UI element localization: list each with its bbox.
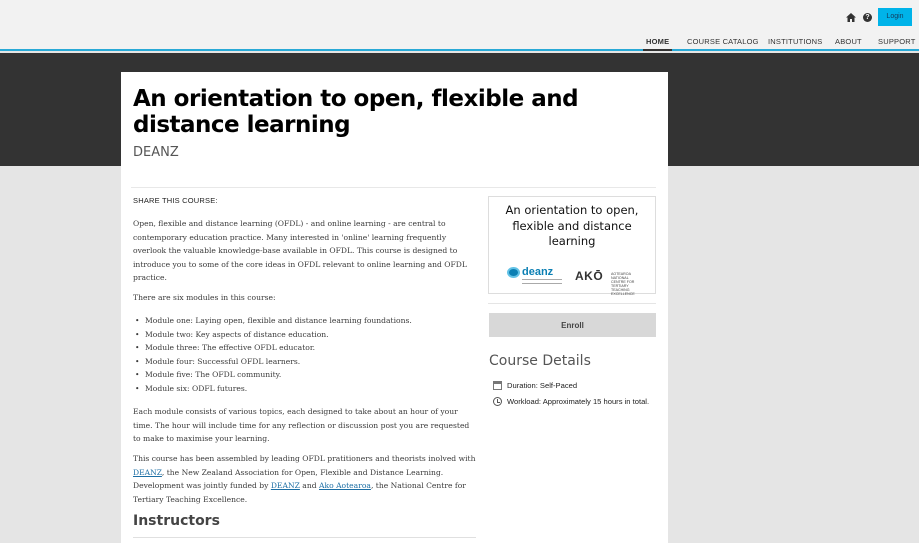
module-item: • Module four: Successful OFDL learners. xyxy=(145,357,300,366)
enroll-button[interactable]: Enroll xyxy=(489,313,656,337)
module-description: Each module consists of various topics, each designed to take about an hour of your time. The hour will include time for any reflection or discussion post you are requested to make to maximise your learning. xyxy=(133,407,470,444)
module-item: • Module two: Key aspects of distance education. xyxy=(145,330,329,339)
nav-home[interactable]: HOME xyxy=(646,37,670,46)
instructors-heading: Instructors xyxy=(133,513,220,529)
help-icon[interactable]: ? xyxy=(863,13,872,22)
nav-course-catalog[interactable]: COURSE CATALOG xyxy=(687,37,759,46)
login-button[interactable]: Login xyxy=(878,8,912,26)
deanz-logo: deanz xyxy=(507,267,565,285)
nav-about[interactable]: ABOUT xyxy=(835,37,862,46)
calendar-icon xyxy=(493,381,502,390)
ako-aotearoa-link[interactable]: Ako Aotearoa xyxy=(319,481,371,491)
nav-support[interactable]: SUPPORT xyxy=(878,37,916,46)
divider xyxy=(131,187,656,188)
share-label: SHARE THIS COURSE: xyxy=(133,196,218,205)
deanz-link[interactable]: DEANZ xyxy=(133,467,162,477)
course-details-heading: Course Details xyxy=(489,353,591,369)
course-title: An orientation to open, flexible and distance learning xyxy=(133,86,579,138)
module-item: • Module six: ODFL futures. xyxy=(145,384,247,393)
duration-detail: Duration: Self-Paced xyxy=(493,381,577,390)
clock-icon xyxy=(493,397,502,406)
deanz-link-2[interactable]: DEANZ xyxy=(270,481,300,491)
module-item: • Module one: Laying open, flexible and distance learning foundations. xyxy=(145,316,412,325)
divider xyxy=(488,303,656,304)
nav-institutions[interactable]: INSTITUTIONS xyxy=(768,37,823,46)
course-credits: This course has been assembled by leading OFDL pratitioners and theorists inolved with DEANZ, the New Zealand Association for Open, Flexible and Distance Learning. Development was jointly funded by DEANZ and Ako Aotearoa, the National Centre for Tertiary Teaching Excellence. xyxy=(133,454,476,504)
modules-intro: There are six modules in this course: xyxy=(133,293,276,302)
course-intro: Open, flexible and distance learning (OFDL) - and online learning - are central to contemporary education practice. Many interested in 'online' learning frequently overlook the valuable knowledge-base available in OFDL. This course is designed to introduce you to some of the core ideas in OFDL relevant to online learning and OFDL practice. xyxy=(133,219,467,283)
course-organization: DEANZ xyxy=(133,145,179,160)
divider xyxy=(133,537,476,538)
course-image-title: An orientation to open, flexible and distance learning xyxy=(505,203,639,248)
ako-aotearoa-logo: AKŌ AOTEAROA NATIONAL CENTRE FOR TERTIARY TEACHING EXCELLENCE xyxy=(575,269,635,296)
nav-active-indicator xyxy=(643,49,672,51)
module-item: • Module three: The effective OFDL educator. xyxy=(145,343,315,352)
course-image xyxy=(488,196,656,294)
home-icon[interactable] xyxy=(846,13,856,22)
module-item: • Module five: The OFDL community. xyxy=(145,370,281,379)
workload-detail: Workload: Approximately 15 hours in total. xyxy=(493,397,649,406)
